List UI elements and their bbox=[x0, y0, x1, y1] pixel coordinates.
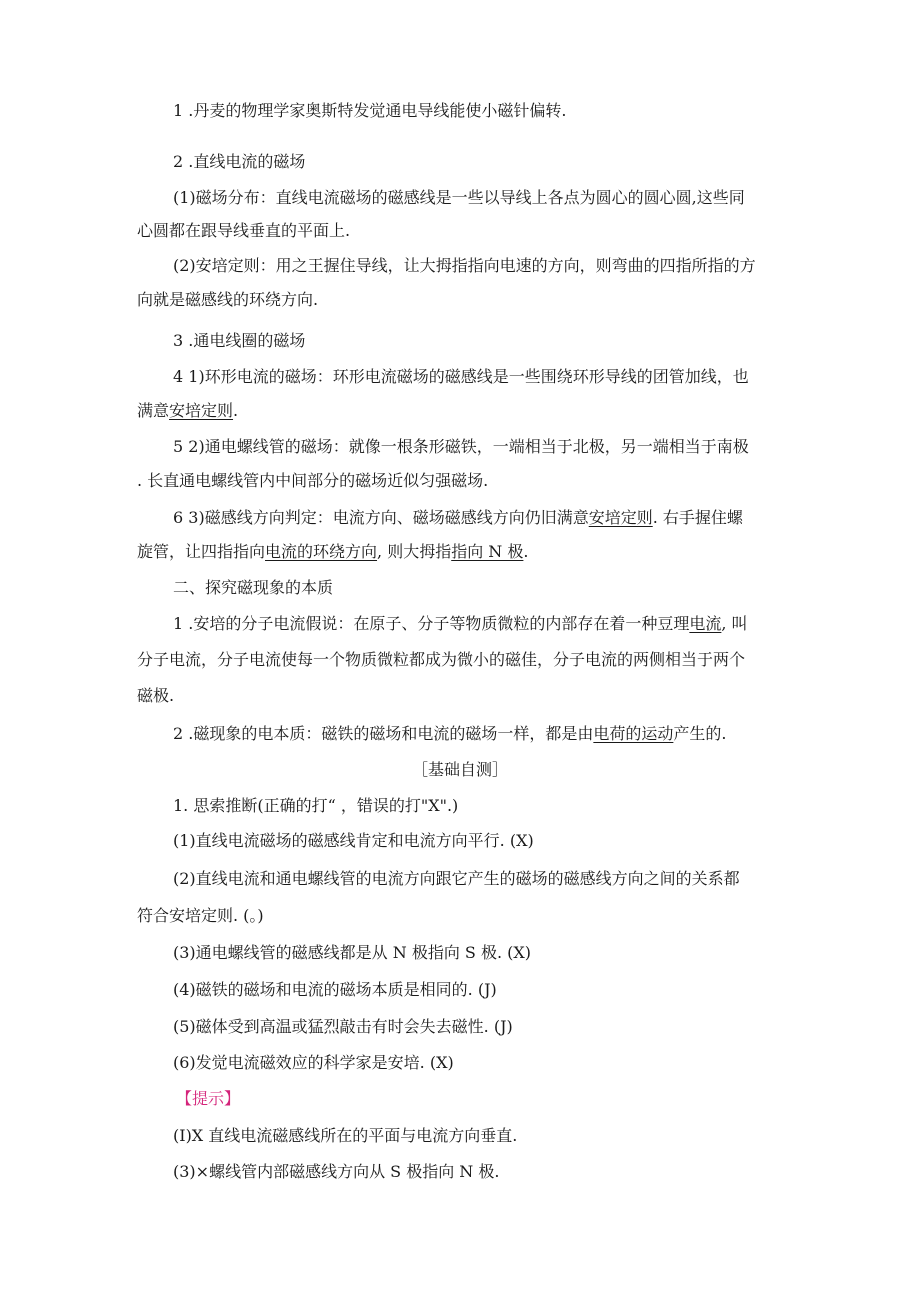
section-heading-magnetism-nature bbox=[173, 577, 333, 599]
text-segment: (I)X 直线电流磁感线所在的平面与电流方向垂直. bbox=[173, 1126, 518, 1145]
text-segment: (1)直线电流磁场的磁感线肯定和电流方向平行. (X) bbox=[173, 831, 534, 850]
text-segment: 1 .丹麦的物理学家奥斯特发觉通电导线能使小磁针偏转. bbox=[173, 101, 567, 120]
text-segment: 二、探究磁现象的本质 bbox=[173, 578, 334, 597]
molecular-current-line-3 bbox=[137, 685, 174, 707]
ring-current-line-1 bbox=[173, 366, 749, 388]
basic-self-test-heading bbox=[0, 759, 920, 781]
text-segment: , 则大拇指 bbox=[377, 542, 452, 561]
heading-coil-field bbox=[173, 330, 305, 352]
text-segment: 产生的. bbox=[673, 724, 727, 743]
molecular-current-line-1 bbox=[173, 613, 748, 635]
underlined-answer: 安培定则 bbox=[169, 401, 234, 420]
judgment-instruction bbox=[173, 795, 458, 817]
underlined-answer: 电荷的运动 bbox=[593, 724, 674, 743]
text-segment: (3)×螺线管内部磁感线方向从 S 极指向 N 极. bbox=[173, 1162, 500, 1181]
text-segment: ［基础自测］ bbox=[411, 760, 508, 779]
text-segment: 【提示】 bbox=[176, 1089, 241, 1108]
underlined-answer: 安培定则 bbox=[588, 508, 653, 527]
text-segment: (5)磁体受到高温或猛烈敲击有时会失去磁性. (J) bbox=[173, 1017, 513, 1036]
text-segment: 磁极. bbox=[137, 686, 175, 705]
text-segment: , 叫 bbox=[721, 614, 748, 633]
text-segment: 符合安培定则. (。) bbox=[137, 906, 264, 925]
text-segment: 分子电流，分子电流使每一个物质微粒都成为微小的磁佳，分子电流的两侧相当于两个 bbox=[137, 650, 746, 669]
text-segment: 6 3)磁感线方向判定：电流方向、磁场磁感线方向仍旧满意 bbox=[173, 508, 589, 527]
underlined-answer: 电流的环绕方向 bbox=[265, 542, 378, 561]
solenoid-line-2 bbox=[137, 470, 488, 492]
text-segment: (1)磁场分布：直线电流磁场的磁感线是一些以导线上各点为圆心的圆心圆,这些同 bbox=[173, 188, 745, 207]
text-segment: . bbox=[233, 401, 239, 420]
hint-label bbox=[176, 1088, 240, 1110]
direction-rule-line-1 bbox=[173, 507, 743, 529]
judgment-item-2-line-2 bbox=[137, 905, 264, 927]
molecular-current-line-2 bbox=[137, 649, 745, 671]
judgment-item-5 bbox=[173, 1016, 513, 1038]
ampere-rule-line-1 bbox=[173, 255, 756, 277]
text-segment: (2)直线电流和通电螺线管的电流方向跟它产生的磁场的磁感线方向之间的关系都 bbox=[173, 869, 740, 888]
solenoid-line-1 bbox=[173, 436, 749, 458]
field-distribution-line-2 bbox=[137, 220, 350, 242]
heading-straight-current-field bbox=[173, 151, 305, 173]
text-segment: (2)安培定则：用之王握住导线，让大拇指指向电速的方向，则弯曲的四指所指的方 bbox=[173, 256, 756, 275]
text-segment: . 右手握住螺 bbox=[652, 508, 743, 527]
text-segment: 旋管，让四指指向 bbox=[137, 542, 266, 561]
ampere-rule-line-2 bbox=[137, 289, 318, 311]
direction-rule-line-2 bbox=[137, 541, 529, 563]
hint-item-3 bbox=[173, 1161, 499, 1183]
text-segment: 满意 bbox=[137, 401, 170, 420]
text-segment: . 长直通电螺线管内中间部分的磁场近似匀强磁场. bbox=[137, 471, 489, 490]
text-segment: (4)磁铁的磁场和电流的磁场本质是相同的. (J) bbox=[173, 980, 497, 999]
text-segment: 3 .通电线圈的磁场 bbox=[173, 331, 306, 350]
hint-item-1 bbox=[173, 1125, 517, 1147]
judgment-item-3 bbox=[173, 942, 531, 964]
point-1-oersted bbox=[173, 100, 566, 122]
judgment-item-4 bbox=[173, 979, 497, 1001]
underlined-answer: 电流 bbox=[689, 614, 722, 633]
judgment-item-2-line-1 bbox=[173, 868, 740, 890]
ring-current-line-2 bbox=[137, 400, 238, 422]
text-segment: 2 .磁现象的电本质：磁铁的磁场和电流的磁场一样，都是由 bbox=[173, 724, 594, 743]
text-segment: 4 1)环形电流的磁场：环形电流磁场的磁感线是一些围绕环形导线的团管加线，也 bbox=[173, 367, 749, 386]
field-distribution-line-1 bbox=[173, 187, 745, 209]
text-segment: 向就是磁感线的环绕方向. bbox=[137, 290, 319, 309]
electric-nature-line bbox=[173, 723, 726, 745]
text-segment: (6)发觉电流磁效应的科学家是安培. (X) bbox=[173, 1053, 454, 1072]
text-segment: (3)通电螺线管的磁感线都是从 N 极指向 S 极. (X) bbox=[173, 943, 532, 962]
judgment-item-6 bbox=[173, 1052, 454, 1074]
text-segment: 1 .安培的分子电流假说：在原子、分子等物质微粒的内部存在着一种豆理 bbox=[173, 614, 690, 633]
text-segment: 2 .直线电流的磁场 bbox=[173, 152, 306, 171]
text-segment: 5 2)通电螺线管的磁场：就像一根条形磁铁，一端相当于北极，另一端相当于南极 bbox=[173, 437, 749, 456]
text-segment: 心圆都在跟导线垂直的平面上. bbox=[137, 221, 351, 240]
judgment-item-1 bbox=[173, 830, 534, 852]
text-segment: . bbox=[523, 542, 529, 561]
text-segment: 1. 思索推断(正确的打“ ，错误的打"X".) bbox=[173, 796, 459, 815]
underlined-answer: 指向 N 极 bbox=[451, 542, 524, 561]
